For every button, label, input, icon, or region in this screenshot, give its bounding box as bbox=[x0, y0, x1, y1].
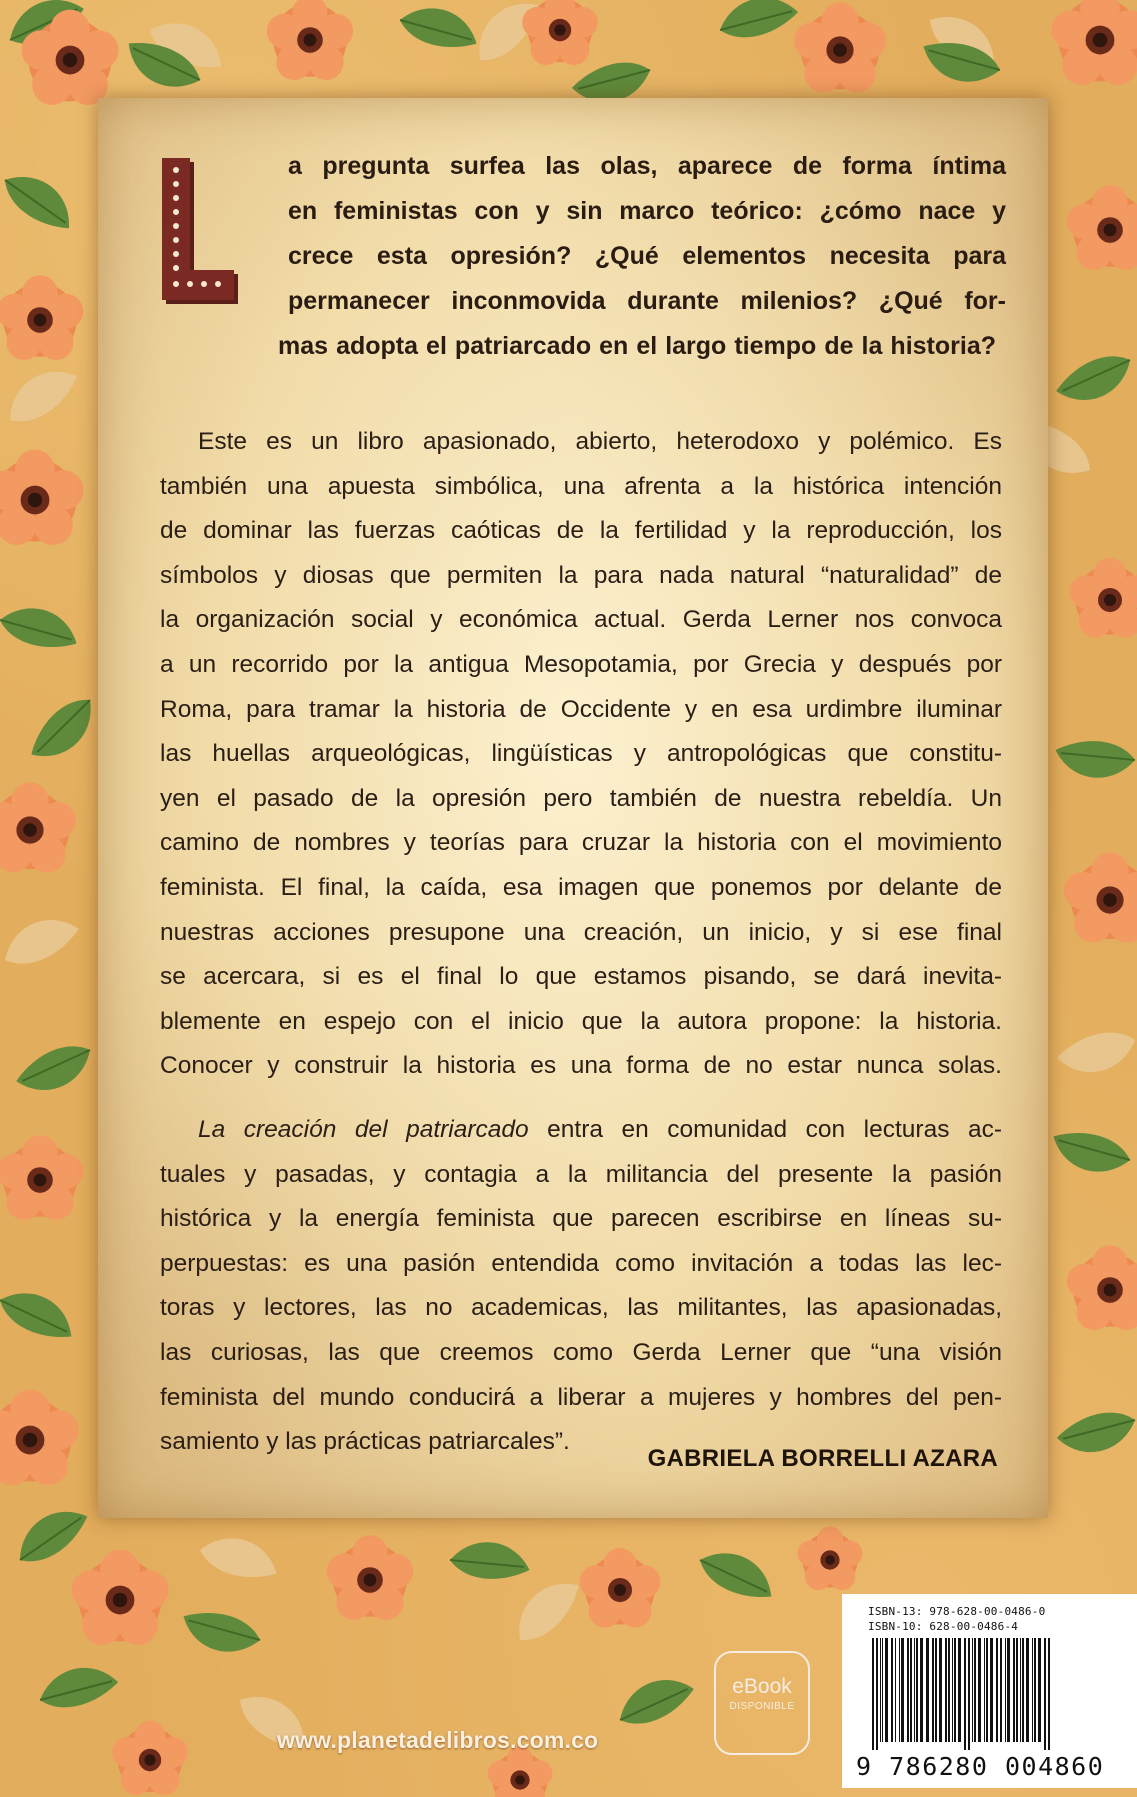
body-paragraph-1 bbox=[160, 420, 1002, 1089]
isbn-13: ISBN-13: 978-628-00-0486-0 bbox=[868, 1605, 1046, 1618]
barcode-bar bbox=[899, 1638, 900, 1742]
svg-text:L: L bbox=[160, 158, 161, 159]
paragraph-line: las huellas arqueológicas, lingüísticas y antropológicas que constitu- bbox=[160, 740, 1002, 768]
barcode-bar bbox=[1005, 1638, 1006, 1742]
paragraph-line-rest: entra en comunidad con lecturas ac- bbox=[528, 1116, 1002, 1143]
body-paragraph-2 bbox=[160, 1108, 1002, 1465]
intro-line: en feministas con y sin marco teórico: ¿cómo nace y bbox=[288, 197, 1006, 225]
barcode-bar bbox=[1026, 1638, 1029, 1742]
barcode-bar bbox=[1013, 1638, 1015, 1742]
intro-line: crece esta opresión? ¿Qué elementos necesita para bbox=[288, 242, 1006, 270]
dropcap-letter-l bbox=[160, 158, 242, 308]
barcode-bar bbox=[939, 1638, 942, 1742]
paragraph-line: de dominar las fuerzas caóticas de la fertilidad y la reproducción, los bbox=[160, 517, 1002, 545]
barcode-panel bbox=[842, 1594, 1137, 1788]
barcode-bar bbox=[986, 1638, 988, 1742]
barcode-bars bbox=[868, 1638, 1118, 1750]
isbn-10: ISBN-10: 628-00-0486-4 bbox=[868, 1620, 1019, 1633]
barcode-bar bbox=[885, 1638, 888, 1742]
barcode-bar bbox=[984, 1638, 985, 1742]
barcode-bar bbox=[964, 1638, 966, 1750]
paragraph-line: samiento y las prácticas patriarcales”. bbox=[160, 1428, 570, 1456]
barcode-bar bbox=[952, 1638, 953, 1742]
paragraph-line: perpuestas: es una pasión entendida como invitación a todas las lec- bbox=[160, 1249, 1002, 1277]
barcode-bar bbox=[1044, 1638, 1046, 1750]
barcode-bar bbox=[990, 1638, 993, 1742]
barcode-bar bbox=[996, 1638, 998, 1742]
publisher-website-link[interactable]: www.planetadelibros.com.co bbox=[277, 1727, 599, 1753]
barcode-bar bbox=[891, 1638, 893, 1742]
paragraph-line: Este es un libro apasionado, abierto, heterodoxo y polémico. Es bbox=[198, 428, 1002, 455]
barcode-bar bbox=[1038, 1638, 1041, 1742]
ebook-sub-label: DISPONIBLE bbox=[729, 1701, 795, 1712]
barcode-bar bbox=[926, 1638, 929, 1742]
barcode-bar bbox=[907, 1638, 909, 1742]
paragraph-line bbox=[160, 1108, 1002, 1153]
barcode-bar bbox=[935, 1638, 937, 1742]
paragraph-line: símbolos y diosas que permiten la para nada natural “naturalidad” de bbox=[160, 561, 1002, 589]
paragraph-line: Roma, para tramar la historia de Occidente y en esa urdimbre iluminar bbox=[160, 695, 1002, 723]
paragraph-line: la organización social y económica actual. Gerda Lerner nos convoca bbox=[160, 606, 1002, 634]
barcode-bar bbox=[916, 1638, 918, 1742]
barcode-bar bbox=[880, 1638, 881, 1742]
barcode-bar bbox=[901, 1638, 904, 1742]
ebook-label: eBook bbox=[732, 1675, 792, 1698]
book-title-italic: La creación del patriarcado bbox=[198, 1116, 529, 1143]
intro-line: a pregunta surfea las olas, aparece de forma íntima bbox=[288, 152, 1006, 180]
paragraph-line: feminista del mundo conducirá a liberar a mujeres y hombres del pen- bbox=[160, 1383, 1002, 1411]
intro-line: permanecer inconmovida durante milenios? ¿Qué for- bbox=[288, 287, 1006, 315]
barcode-bar bbox=[1020, 1638, 1021, 1742]
paragraph-line: tuales y pasadas, y contagia a la militancia del presente la pasión bbox=[160, 1160, 1002, 1188]
paragraph-line: camino de nombres y teorías para cruzar la historia con el movimiento bbox=[160, 829, 1002, 857]
barcode-bar bbox=[910, 1638, 912, 1742]
barcode-bar bbox=[1048, 1638, 1050, 1750]
paragraph-line: toras y lectores, las no academicas, las militantes, las apasionadas, bbox=[160, 1294, 1002, 1322]
paragraph-line: se acercara, si es el final lo que estamos pisando, se dará inevita- bbox=[160, 963, 1002, 991]
barcode-bar bbox=[974, 1638, 976, 1742]
paragraph-line: feminista. El final, la caída, esa imagen que ponemos por delante de bbox=[160, 873, 1002, 901]
paragraph-line: blemente en espejo con el inicio que la autora propone: la historia. bbox=[160, 1007, 1002, 1035]
barcode-bar bbox=[1007, 1638, 1010, 1742]
paragraph-line: histórica y la energía feminista que parecen escribirse en líneas su- bbox=[160, 1205, 1002, 1233]
barcode-bar bbox=[1016, 1638, 1018, 1742]
barcode-bar bbox=[958, 1638, 961, 1742]
barcode-bar bbox=[978, 1638, 981, 1742]
barcode-bar bbox=[1022, 1638, 1024, 1742]
paragraph-line: las curiosas, las que creemos como Gerda Lerner que “una visión bbox=[160, 1338, 1002, 1366]
intro-paragraph bbox=[278, 144, 1006, 369]
barcode-bar bbox=[932, 1638, 934, 1742]
parchment-panel bbox=[98, 98, 1048, 1518]
barcode-bar bbox=[872, 1638, 874, 1750]
barcode-bar bbox=[1000, 1638, 1002, 1742]
author-name: GABRIELA BORRELLI AZARA bbox=[647, 1445, 998, 1472]
barcode-bar bbox=[948, 1638, 950, 1742]
intro-line: mas adopta el patriarcado en el largo tiempo de la historia? bbox=[278, 332, 996, 360]
barcode-bar bbox=[914, 1638, 915, 1742]
barcode-bar bbox=[954, 1638, 956, 1742]
barcode-bar bbox=[895, 1638, 896, 1742]
barcode-bar bbox=[920, 1638, 923, 1742]
barcode-bar bbox=[968, 1638, 970, 1750]
paragraph-line: a un recorrido por la antigua Mesopotamia, por Grecia y después por bbox=[160, 650, 1002, 678]
barcode-bar bbox=[876, 1638, 878, 1750]
paragraph-line: nuestras acciones presupone una creación, un inicio, y si ese final bbox=[160, 918, 1002, 946]
barcode-bar bbox=[972, 1638, 973, 1742]
paragraph-line: Conocer y construir la historia es una forma de no estar nunca solas. bbox=[160, 1052, 1002, 1080]
barcode-digits: 9 786280 004860 bbox=[856, 1752, 1105, 1781]
ebook-badge bbox=[714, 1651, 810, 1755]
paragraph-line: yen el pasado de la opresión pero también de nuestra rebeldía. Un bbox=[160, 784, 1002, 812]
barcode-bar bbox=[1032, 1638, 1033, 1742]
barcode-bar bbox=[882, 1638, 883, 1742]
paragraph-line: también una apuesta simbólica, una afrenta a la histórica intención bbox=[160, 472, 1002, 500]
barcode-bar bbox=[1034, 1638, 1036, 1742]
barcode-bar bbox=[945, 1638, 947, 1742]
